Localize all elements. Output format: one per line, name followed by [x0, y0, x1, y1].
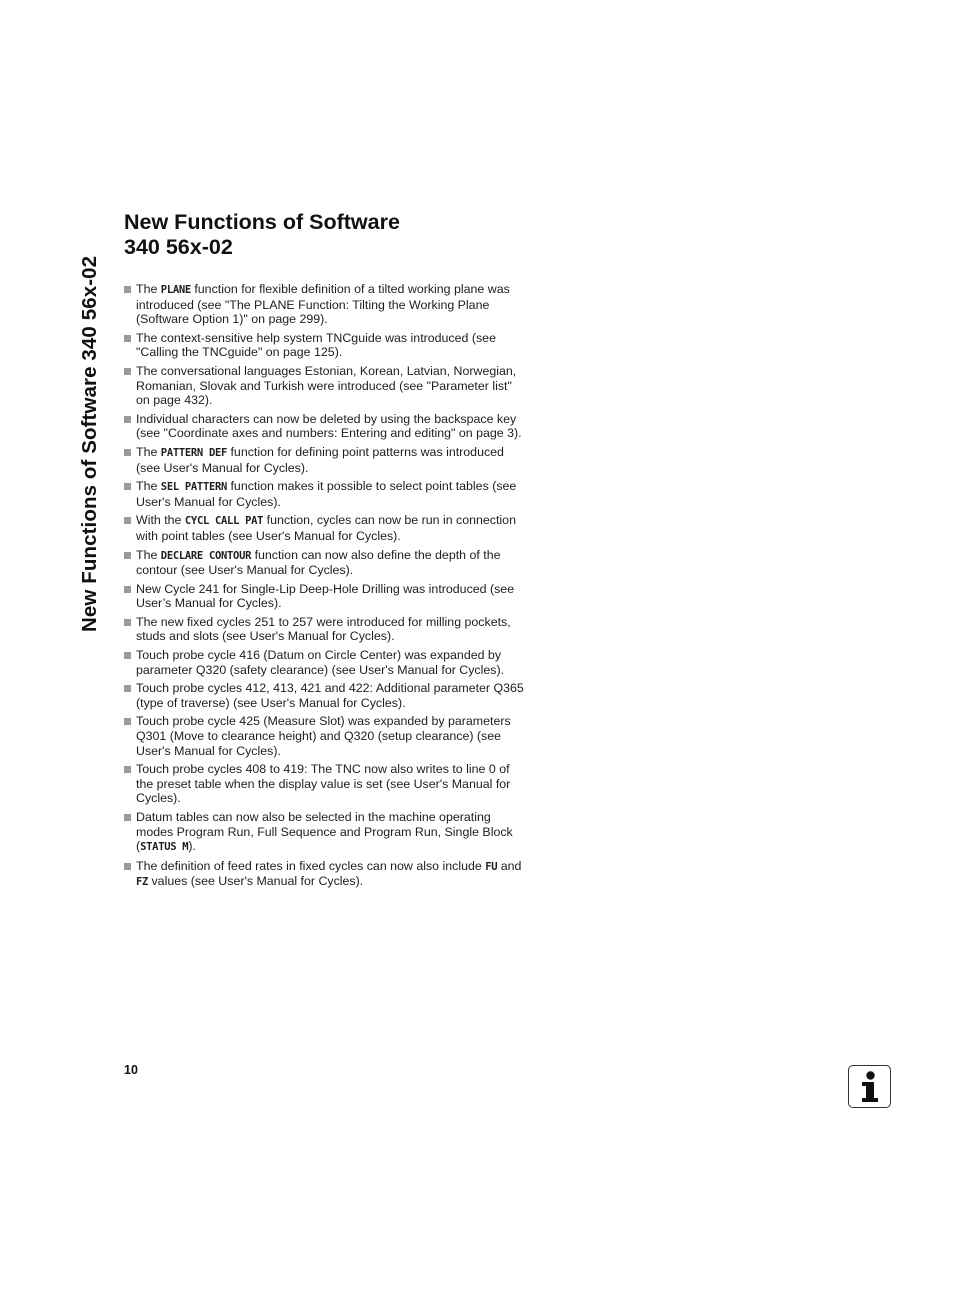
- list-item: [124, 648, 524, 677]
- code-keyword: PATTERN DEF: [160, 446, 228, 459]
- item-text: New Cycle 241 for Single-Lip Deep-Hole Drilling was introduced (see User’s Manual for Cycles).: [136, 581, 515, 611]
- code-keyword: SEL PATTERN: [160, 481, 228, 494]
- page-title-line-1: New Functions of Software: [124, 210, 400, 234]
- item-text: The new fixed cycles 251 to 257 were introduced for milling pockets, studs and slots (see User's Manual for Cycles).: [136, 614, 511, 644]
- bullet-icon: [124, 483, 131, 490]
- item-text: Touch probe cycle 425 (Measure Slot) was expanded by parameters Q301 (Move to clearance height) and Q320 (setup clearance) (see User's Manual for Cycles).: [136, 714, 511, 758]
- item-text: With the: [136, 513, 185, 528]
- item-text: function, cycles can now be run in connection with point tables (see User's Manual for Cycles).: [136, 513, 516, 543]
- bullet-icon: [124, 814, 131, 821]
- bullet-icon: [124, 449, 131, 456]
- item-text: Datum tables can now also be selected in the machine operating modes Program Run, Full Sequence and Program Run, Single Block (: [136, 810, 513, 854]
- side-heading: New Functions of Software 340 56x-02: [78, 255, 101, 632]
- list-item: [124, 681, 524, 710]
- bullet-icon: [124, 619, 131, 626]
- bullet-icon: [124, 335, 131, 342]
- info-icon: [855, 1070, 885, 1104]
- item-text: Touch probe cycles 408 to 419: The TNC now also writes to line 0 of the preset table when the display value is set (see User's Manual for Cycles).: [136, 762, 511, 806]
- feature-list: [124, 282, 524, 894]
- bullet-icon: [124, 286, 131, 293]
- item-text: The: [136, 444, 161, 459]
- list-item: [124, 412, 524, 441]
- list-item: [124, 479, 524, 509]
- list-item: [124, 582, 524, 611]
- item-text: The definition of feed rates in fixed cycles can now also include: [136, 858, 486, 873]
- info-button[interactable]: [848, 1065, 891, 1108]
- code-keyword: CYCL CALL PAT: [184, 515, 264, 528]
- page-title: [124, 210, 400, 260]
- item-text: function for defining point patterns was introduced (see User's Manual for Cycles).: [136, 444, 504, 475]
- item-text: The conversational languages Estonian, Korean, Latvian, Norwegian, Romanian, Slovak and Turkish were introduced (see "Parameter list" on page 432).: [136, 363, 517, 408]
- bullet-icon: [124, 863, 131, 870]
- list-item: [124, 548, 524, 578]
- bullet-icon: [124, 586, 131, 593]
- code-keyword: FZ: [136, 876, 149, 889]
- code-keyword: PLANE: [160, 284, 191, 296]
- bullet-icon: [124, 718, 131, 725]
- bullet-icon: [124, 368, 131, 375]
- item-text: The context-sensitive help system TNCguide was introduced (see "Calling the TNCguide" on page 125).: [136, 330, 496, 360]
- item-text: function makes it possible to select point tables (see User's Manual for Cycles).: [136, 479, 517, 509]
- list-item: [124, 810, 524, 855]
- list-item: [124, 282, 524, 327]
- list-item: [124, 859, 524, 890]
- bullet-icon: [124, 552, 131, 559]
- bullet-icon: [124, 652, 131, 659]
- item-text: Touch probe cycle 416 (Datum on Circle Center) was expanded by parameter Q320 (safety clearance) (see User's Manual for Cycles).: [136, 648, 505, 677]
- list-item: [124, 331, 524, 360]
- item-text: values (see User's Manual for Cycles).: [148, 874, 364, 889]
- list-item: [124, 615, 524, 644]
- list-item: [124, 445, 524, 475]
- item-text: The: [136, 479, 161, 494]
- list-item: [124, 762, 524, 806]
- page-title-line-2: 340 56x-02: [124, 235, 233, 259]
- bullet-icon: [124, 685, 131, 692]
- item-text: Individual characters can now be deleted by using the backspace key (see "Coordinate axes and numbers: Entering and editing" on page 3).: [136, 411, 522, 441]
- bullet-icon: [124, 416, 131, 423]
- page-number: 10: [124, 1063, 138, 1077]
- code-keyword: FU: [485, 860, 498, 873]
- item-text: The: [136, 282, 161, 296]
- list-item: [124, 513, 524, 543]
- bullet-icon: [124, 766, 131, 773]
- list-item: [124, 714, 524, 758]
- list-item: [124, 364, 524, 408]
- code-keyword: STATUS M: [140, 841, 189, 854]
- item-text: function for flexible definition of a tilted working plane was introduced (see "The PLANE Function: Tilting the Working Plane (Software Option 1)" on page 299).: [136, 282, 510, 327]
- bullet-icon: [124, 517, 131, 524]
- item-text: and: [497, 858, 522, 873]
- item-text: The: [136, 547, 161, 562]
- code-keyword: DECLARE CONTOUR: [160, 549, 252, 562]
- item-text: Touch probe cycles 412, 413, 421 and 422: Additional parameter Q365 (type of traverse) (see User's Manual for Cycles).: [136, 681, 524, 710]
- item-text: function can now also define the depth of the contour (see User's Manual for Cycles).: [136, 547, 501, 578]
- item-text: ).: [188, 839, 196, 854]
